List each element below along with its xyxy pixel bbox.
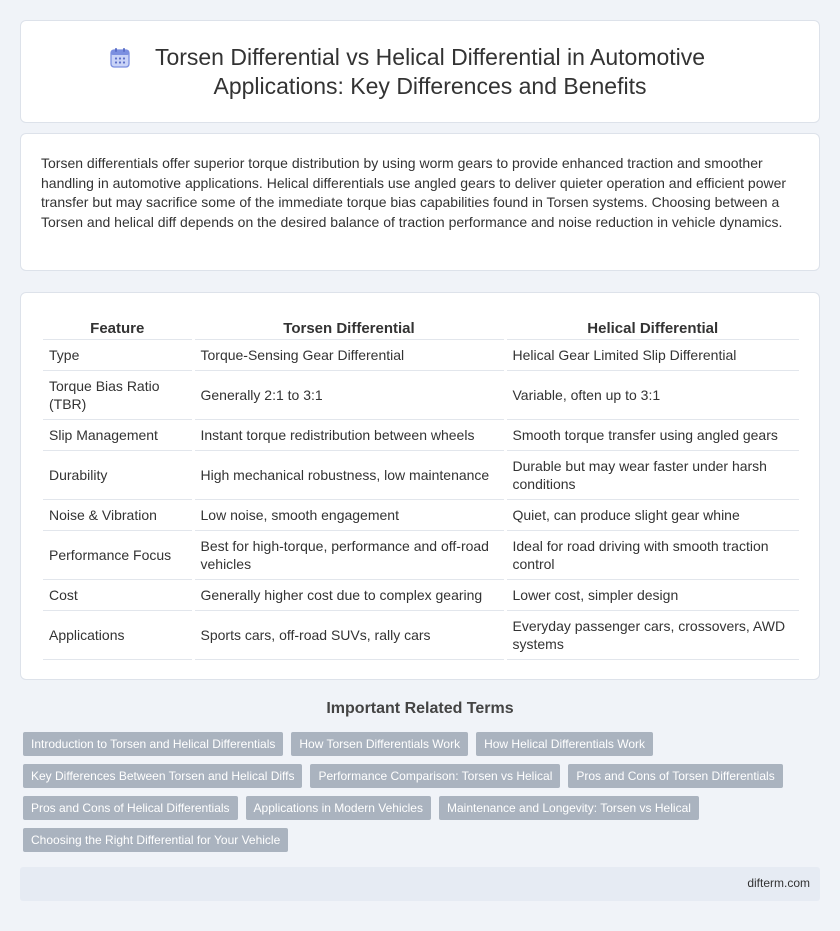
table-row <box>43 419 799 450</box>
related-term-link[interactable]: Introduction to Torsen and Helical Differentials <box>23 732 283 756</box>
feature-cell: Slip Management <box>43 419 193 450</box>
helical-cell: Durable but may wear faster under harsh conditions <box>505 450 799 499</box>
table-row <box>43 610 799 659</box>
feature-cell: Applications <box>43 610 193 659</box>
feature-cell: Durability <box>43 450 193 499</box>
table-row <box>43 530 799 579</box>
comparison-card <box>20 292 820 680</box>
related-term-link[interactable]: Choosing the Right Differential for Your Vehicle <box>23 828 288 852</box>
column-header-torsen: Torsen Differential <box>193 315 505 339</box>
related-term-link[interactable]: Applications in Modern Vehicles <box>246 796 431 820</box>
feature-cell: Type <box>43 339 193 370</box>
related-term-link[interactable]: Performance Comparison: Torsen vs Helical <box>310 764 560 788</box>
comparison-table <box>43 315 799 660</box>
torsen-cell: Generally 2:1 to 3:1 <box>193 370 505 419</box>
torsen-cell: Instant torque redistribution between wheels <box>193 419 505 450</box>
footer-brand[interactable]: difterm.com <box>747 876 810 890</box>
torsen-cell: Best for high-torque, performance and off-road vehicles <box>193 530 505 579</box>
table-row <box>43 339 799 370</box>
related-term-link[interactable]: How Torsen Differentials Work <box>291 732 468 756</box>
feature-cell: Cost <box>43 579 193 610</box>
page-title: Torsen Differential vs Helical Differential in Automotive Applications: Key Differences and Benefits <box>154 43 706 99</box>
related-term-link[interactable]: How Helical Differentials Work <box>476 732 653 756</box>
table-header-row <box>43 315 799 339</box>
helical-cell: Lower cost, simpler design <box>505 579 799 610</box>
feature-cell: Torque Bias Ratio (TBR) <box>43 370 193 419</box>
torsen-cell: Low noise, smooth engagement <box>193 499 505 530</box>
summary-card <box>20 133 820 271</box>
table-row <box>43 499 799 530</box>
related-term-link[interactable]: Pros and Cons of Torsen Differentials <box>568 764 782 788</box>
table-row <box>43 370 799 419</box>
helical-cell: Variable, often up to 3:1 <box>505 370 799 419</box>
column-header-helical: Helical Differential <box>505 315 799 339</box>
torsen-cell: Torque-Sensing Gear Differential <box>193 339 505 370</box>
torsen-cell: Generally higher cost due to complex gearing <box>193 579 505 610</box>
related-term-link[interactable]: Maintenance and Longevity: Torsen vs Helical <box>439 796 699 820</box>
related-terms-list <box>23 732 813 852</box>
torsen-cell: High mechanical robustness, low maintenance <box>193 450 505 499</box>
torsen-cell: Sports cars, off-road SUVs, rally cars <box>193 610 505 659</box>
helical-cell: Quiet, can produce slight gear whine <box>505 499 799 530</box>
helical-cell: Ideal for road driving with smooth traction control <box>505 530 799 579</box>
helical-cell: Everyday passenger cars, crossovers, AWD systems <box>505 610 799 659</box>
related-terms-heading: Important Related Terms <box>326 700 514 717</box>
table-row <box>43 579 799 610</box>
related-term-link[interactable]: Key Differences Between Torsen and Helical Diffs <box>23 764 302 788</box>
helical-cell: Smooth torque transfer using angled gears <box>505 419 799 450</box>
footer <box>20 867 820 901</box>
feature-cell: Noise & Vibration <box>43 499 193 530</box>
helical-cell: Helical Gear Limited Slip Differential <box>505 339 799 370</box>
summary-text: Torsen differentials offer superior torque distribution by using worm gears to provide enhanced traction and smoother handling in automotive applications. Helical differentials use angled gears to deliver quieter operation and efficient power transfer but may sacrifice some of the immediate torque bias capabilities found in Torsen systems. Choosing between a Torsen and helical diff depends on the desired balance of traction performance and noise reduction in vehicle dynamics. <box>41 155 787 230</box>
table-row <box>43 450 799 499</box>
related-term-link[interactable]: Pros and Cons of Helical Differentials <box>23 796 238 820</box>
feature-cell: Performance Focus <box>43 530 193 579</box>
header-card <box>20 20 820 123</box>
column-header-feature: Feature <box>43 315 193 339</box>
